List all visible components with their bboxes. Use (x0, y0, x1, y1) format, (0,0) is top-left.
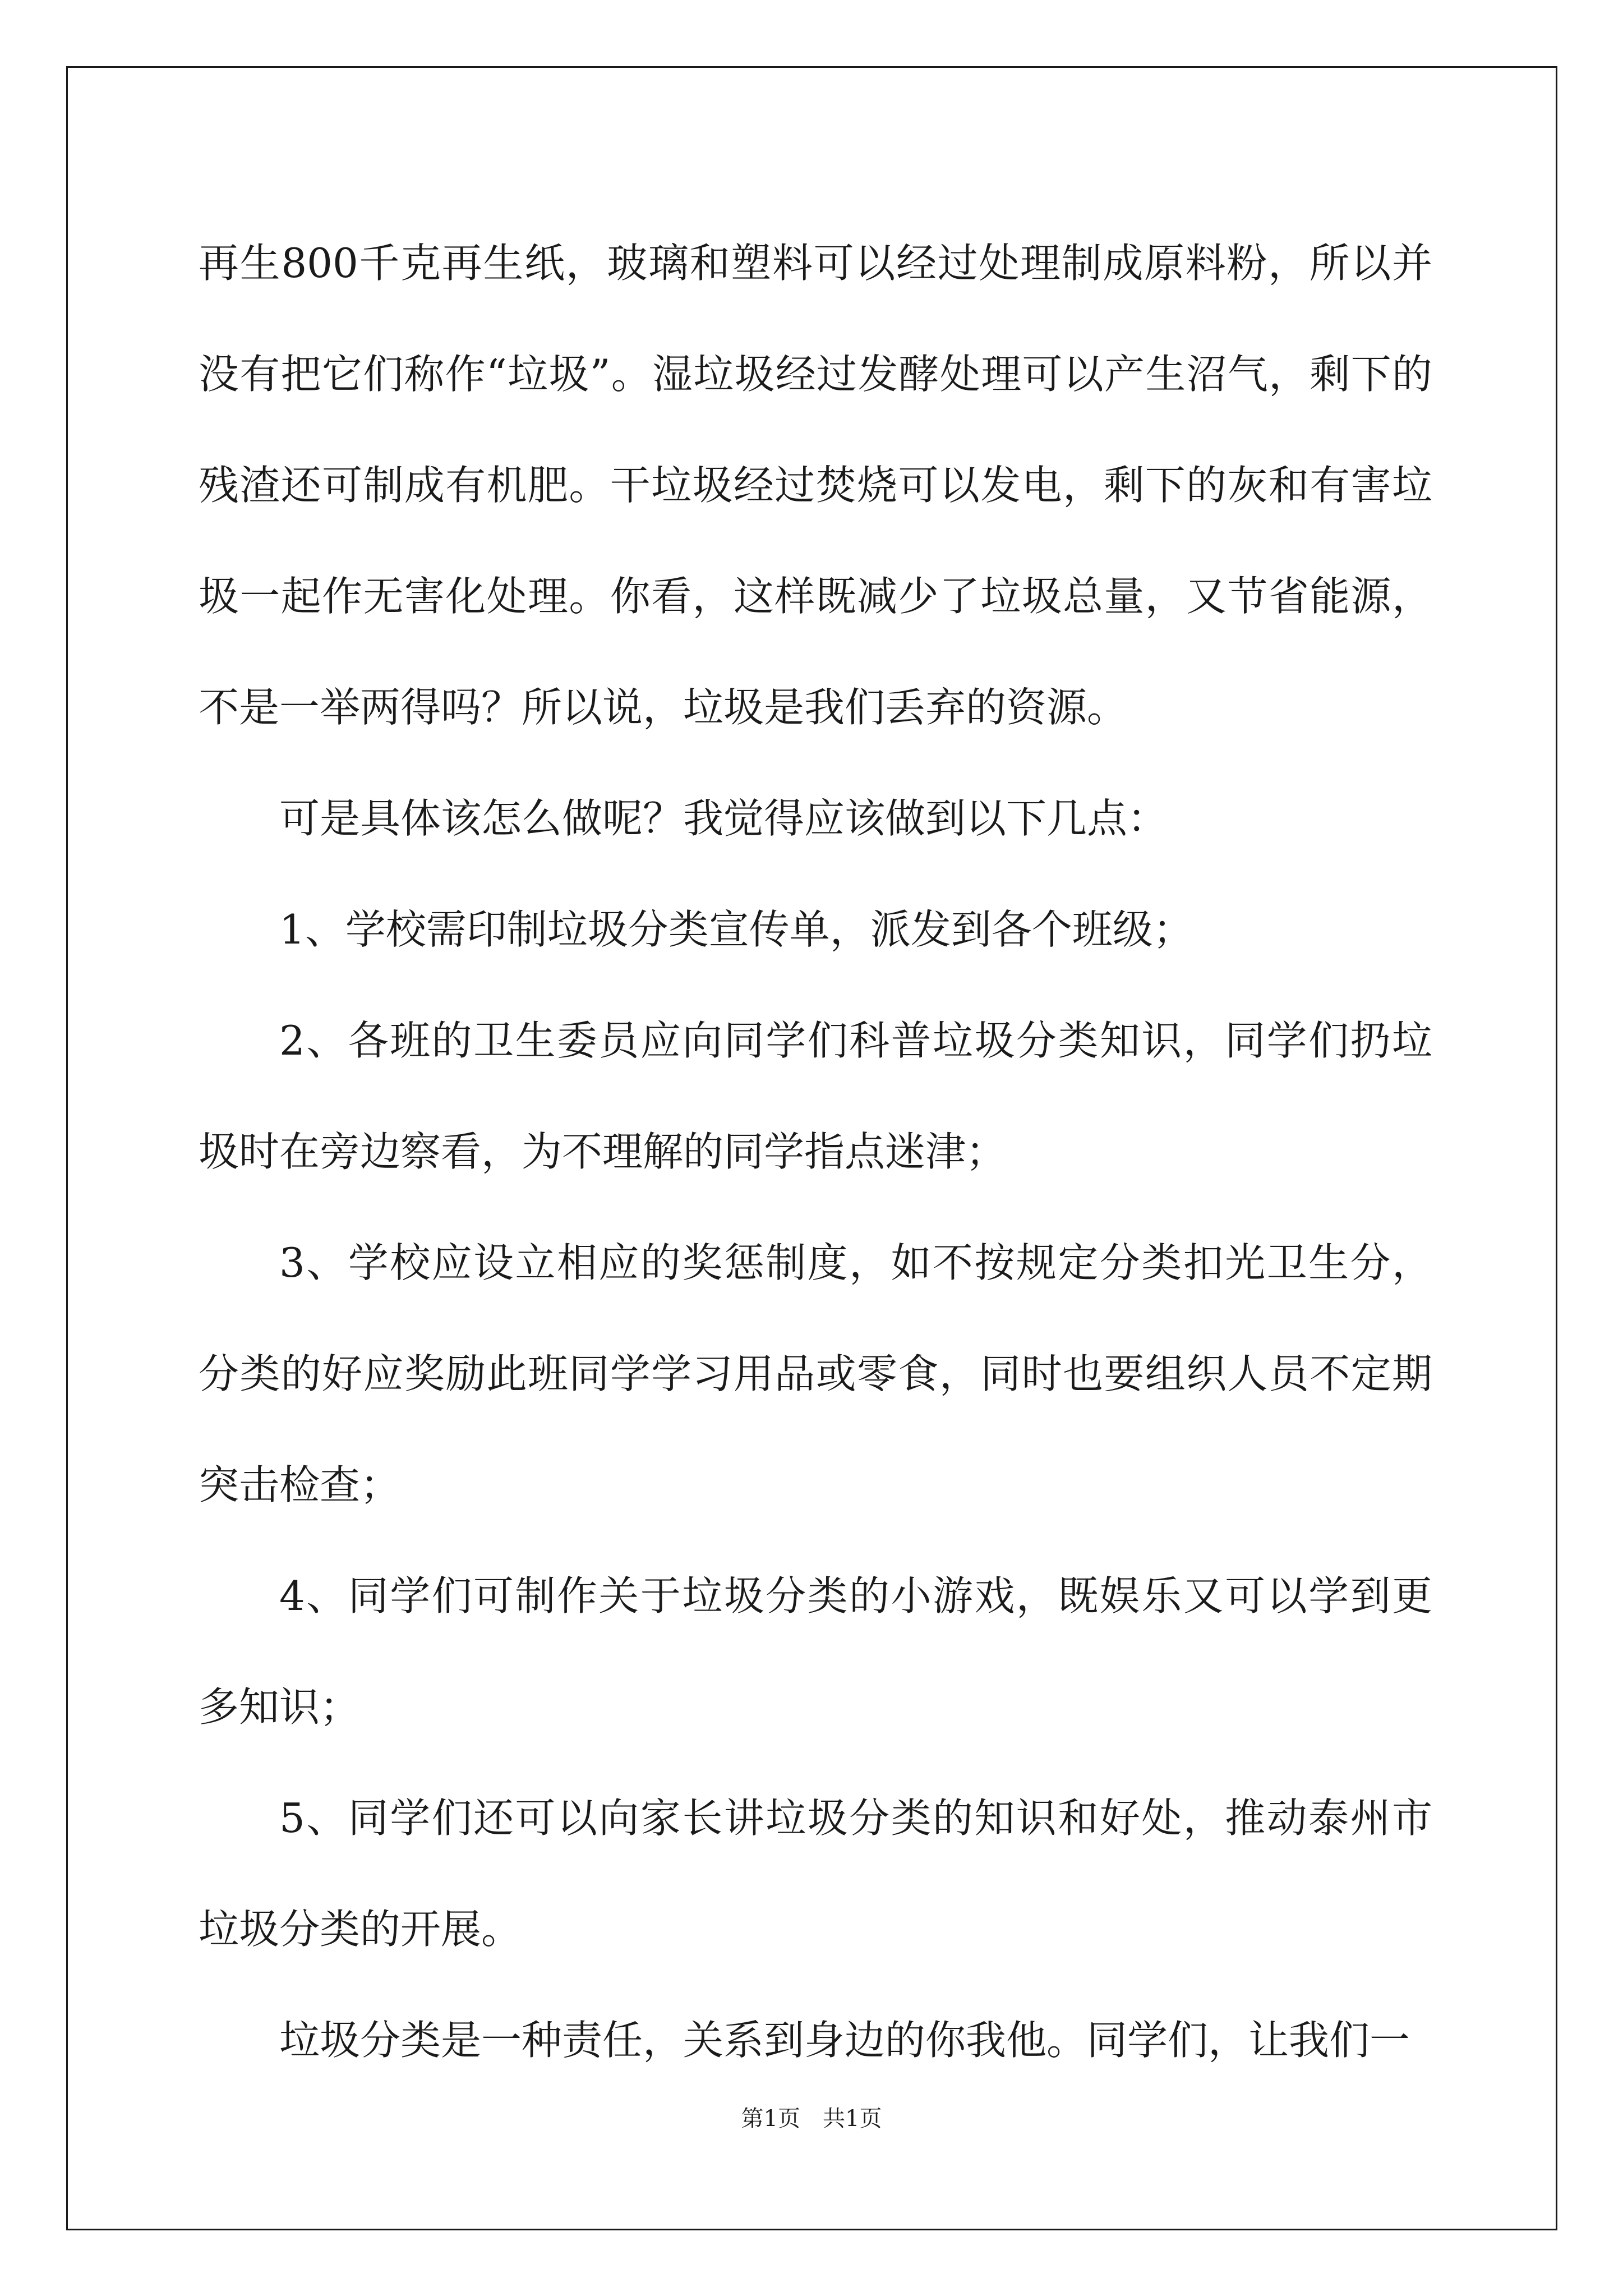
page-number-current: 第1页 (741, 2106, 800, 2132)
page-footer (0, 2101, 1623, 2133)
paragraph: 可是具体该怎么做呢？我觉得应该做到以下几点： (279, 795, 1168, 842)
paragraph: 垃圾分类是一种责任，关系到身边的你我他。同学们，让我们一 (279, 2017, 1410, 2064)
list-item: 2、各班的卫生委员应向同学们科普垃圾分类知识，同学们扔垃圾时在旁边察看，为不理解的同学指点迷津； (199, 1017, 1432, 1175)
paragraph: 再生800千克再生纸，玻璃和塑料可以经过处理制成原料粉，所以并没有把它们称作“垃圾”。湿垃圾经过发酵处理可以产生沼气，剩下的残渣还可制成有机肥。干垃圾经过焚烧可以发电，剩下的灰和有害垃圾一起作无害化处理。你看，这样既减少了垃圾总量，又节省能源，不是一举两得吗？所以说，垃圾是我们丢弃的资源。 (199, 240, 1432, 731)
list-item: 1、学校需印制垃圾分类宣传单，派发到各个班级； (279, 906, 1193, 953)
list-item: 4、同学们可制作关于垃圾分类的小游戏，既娱乐又可以学到更多知识； (199, 1572, 1432, 1731)
page-number-total: 共1页 (823, 2106, 882, 2132)
list-item: 5、同学们还可以向家长讲垃圾分类的知识和好处，推动泰州市垃圾分类的开展。 (199, 1795, 1432, 1953)
list-item: 3、学校应设立相应的奖惩制度，如不按规定分类扣光卫生分，分类的好应奖励此班同学学习用品或零食，同时也要组织人员不定期突击检查； (199, 1239, 1432, 1508)
document-body (199, 208, 1432, 2096)
